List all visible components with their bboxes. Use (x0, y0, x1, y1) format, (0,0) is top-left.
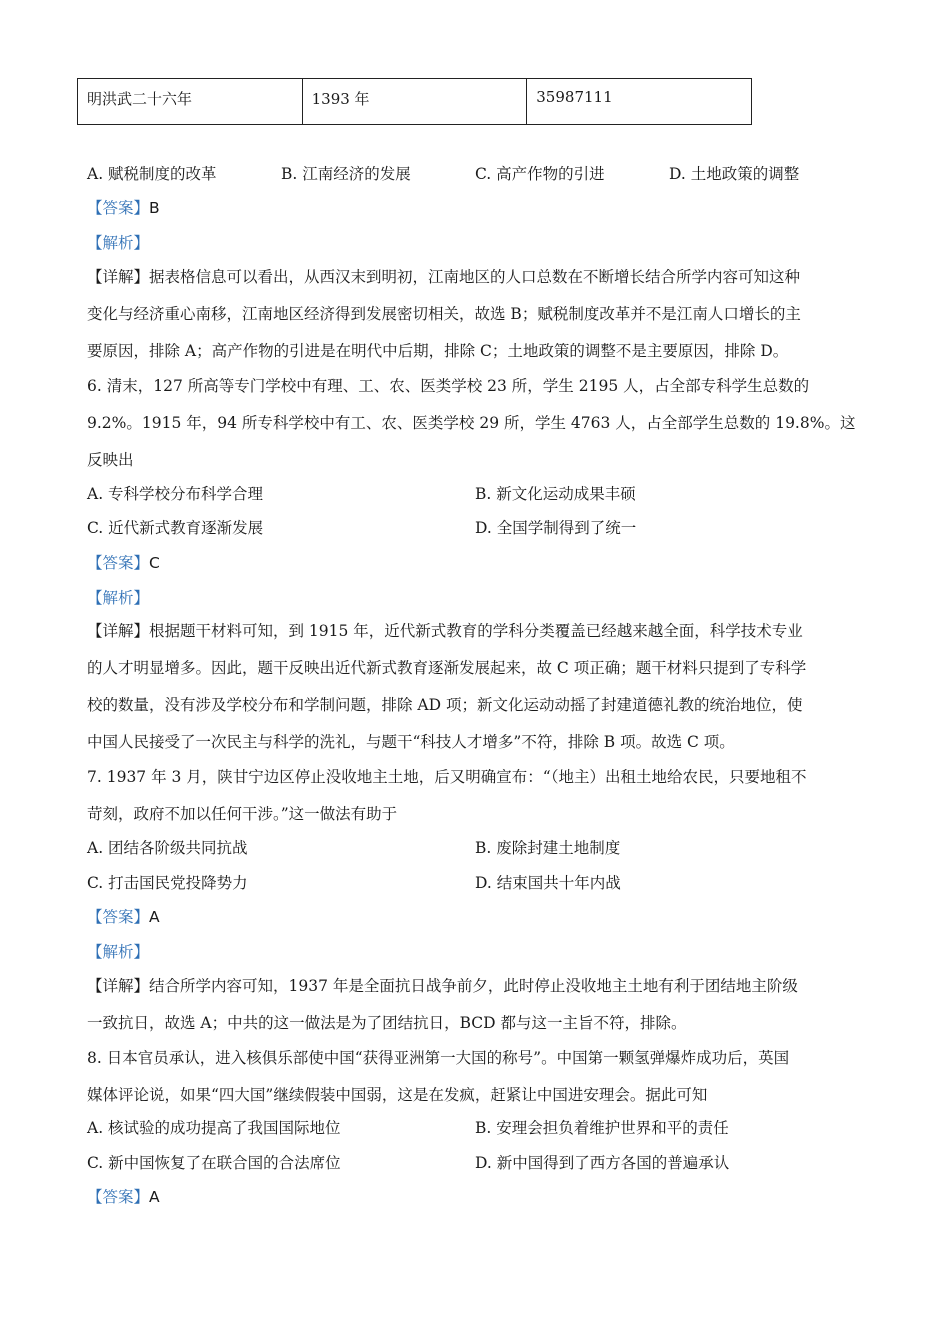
q6-option-c: C. 近代新式教育逐渐发展 (87, 519, 264, 537)
q8-stem-line: 媒体评论说，如果“四大国”继续假装中国弱，这是在发疯，赶紧让中国进安理会。据此可知 (87, 1086, 708, 1104)
q8-answer (87, 1186, 160, 1208)
q6-stem-line: 6. 清末，127 所高等专门学校中有理、工、农、医类学校 23 所，学生 2195 人，占全部专科学生总数的 (87, 377, 810, 395)
answer-value: A (149, 1188, 160, 1206)
table-cell-period: 明洪武二十六年 (78, 79, 303, 125)
q7-option-b: B. 废除封建土地制度 (475, 839, 621, 857)
answer-value: C (149, 554, 160, 572)
q7-stem-line: 7. 1937 年 3 月，陕甘宁边区停止没收地主土地，后又明确宣布：“（地主）出租土地给农民，只要地租不 (87, 768, 807, 786)
q8-option-c: C. 新中国恢复了在联合国的合法席位 (87, 1154, 341, 1172)
q5-option-a: A. 赋税制度的改革 (87, 165, 217, 183)
q6-option-b: B. 新文化运动成果丰硕 (475, 485, 636, 503)
table-cell-year: 1393 年 (302, 79, 527, 125)
q7-option-c: C. 打击国民党投降势力 (87, 874, 248, 892)
answer-tag: 【答案】 (87, 908, 150, 926)
q7-detail-line: 【详解】结合所学内容可知，1937 年是全面抗日战争前夕，此时停止没收地主土地有利于团结地主阶级 (87, 977, 798, 995)
answer-tag: 【答案】 (87, 199, 150, 217)
q6-option-d: D. 全国学制得到了统一 (475, 519, 637, 537)
q5-option-c: C. 高产作物的引进 (475, 165, 605, 183)
q8-option-d: D. 新中国得到了西方各国的普遍承认 (475, 1154, 730, 1172)
q8-option-a: A. 核试验的成功提高了我国国际地位 (87, 1119, 341, 1137)
q6-stem-line: 反映出 (87, 451, 134, 469)
q5-detail-line: 要原因，排除 A；高产作物的引进是在明代中后期，排除 C；土地政策的调整不是主要原因，排除 D。 (87, 342, 789, 360)
answer-value: B (149, 199, 160, 217)
answer-value: A (149, 908, 160, 926)
q5-detail-line: 【详解】据表格信息可以看出，从西汉末到明初，江南地区的人口总数在不断增长结合所学内容可知这种 (87, 268, 801, 286)
q6-detail-line: 【详解】根据题干材料可知，到 1915 年，近代新式教育的学科分类覆盖已经越来越全面，科学技术专业 (87, 622, 803, 640)
q6-stem-line: 9.2%。1915 年，94 所专科学校中有工、农、医类学校 29 所，学生 4763 人，占全部学生总数的 19.8%。这 (87, 414, 856, 432)
q5-analysis-tag: 【解析】 (87, 234, 150, 252)
q6-detail-line: 的人才明显增多。因此，题干反映出近代新式教育逐渐发展起来，故 C 项正确；题干材料只提到了专科学 (87, 659, 807, 677)
q5-option-b: B. 江南经济的发展 (281, 165, 411, 183)
table-row (78, 79, 752, 125)
q6-detail-line: 中国人民接受了一次民主与科学的洗礼，与题干“科技人才增多”不符，排除 B 项。故选 C 项。 (87, 733, 735, 751)
population-table (77, 78, 752, 125)
q7-detail-line: 一致抗日，故选 A；中共的这一做法是为了团结抗日，BCD 都与这一主旨不符，排除。 (87, 1014, 687, 1032)
q5-detail-line: 变化与经济重心南移，江南地区经济得到发展密切相关，故选 B；赋税制度改革并不是江南人口增长的主 (87, 305, 801, 323)
q7-option-a: A. 团结各阶级共同抗战 (87, 839, 248, 857)
q5-option-d: D. 土地政策的调整 (669, 165, 800, 183)
q5-answer (87, 197, 160, 219)
q7-stem-line: 苛刻，政府不加以任何干涉。”这一做法有助于 (87, 805, 398, 823)
table-cell-population: 35987111 (527, 79, 752, 125)
q6-analysis-tag: 【解析】 (87, 589, 150, 607)
answer-tag: 【答案】 (87, 554, 150, 572)
q7-option-d: D. 结束国共十年内战 (475, 874, 621, 892)
q6-option-a: A. 专科学校分布科学合理 (87, 485, 264, 503)
answer-tag: 【答案】 (87, 1188, 150, 1206)
q6-detail-line: 校的数量，没有涉及学校分布和学制问题，排除 AD 项；新文化运动动摇了封建道德礼教的统治地位，使 (87, 696, 803, 714)
q7-analysis-tag: 【解析】 (87, 943, 150, 961)
q7-answer (87, 906, 160, 928)
q6-answer (87, 552, 160, 574)
q8-option-b: B. 安理会担负着维护世界和平的责任 (475, 1119, 729, 1137)
q8-stem-line: 8. 日本官员承认，进入核俱乐部使中国“获得亚洲第一大国的称号”。中国第一颗氢弹爆炸成功后，英国 (87, 1049, 790, 1067)
